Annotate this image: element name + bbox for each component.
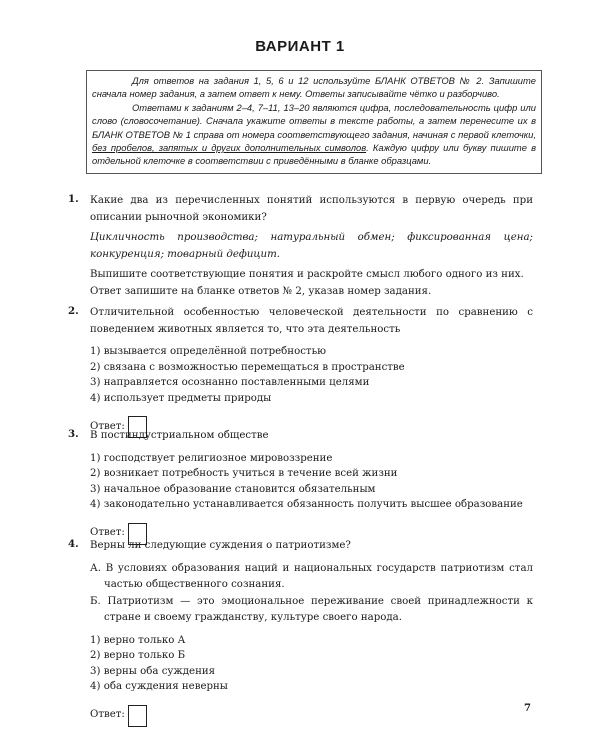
option: 4) оба суждения неверны — [90, 681, 228, 692]
option: 4) использует предметы природы — [90, 392, 272, 404]
instructions-paragraph-2 — [92, 101, 536, 168]
question-number: 1. — [68, 193, 79, 205]
instructions-text-end: . Каждую цифру или букву пишите в отдельной клеточке в соответствии с приведёнными в бланке образцами. — [92, 142, 536, 167]
option: 1) господствует религиозное мировоззрение — [90, 452, 333, 464]
question-1 — [68, 193, 533, 304]
option: 3) направляется осознанно поставленными целями — [90, 377, 370, 388]
option: 2) связана с возможностью перемещаться в пространстве — [90, 361, 405, 373]
question-text: В постиндустриальном обществе — [90, 430, 269, 441]
instructions-text: Ответами к заданиям 2–4, 7–11, 13–20 являются цифра, последовательность цифр или слово (словосочетание). Сначала укажите ответы в тексте работы, а затем перенесите их в БЛАНК ОТВЕТОВ № 1 справа от номера соответствующего задания, начиная с первой клеточки, — [92, 101, 536, 140]
question-task: Выпишите соответствующие понятия и раскройте смысл любого одного из них. — [90, 269, 524, 280]
question-terms: Цикличность производства; натуральный обмен; фиксированная цена; конкуренция; товарный дефицит. — [90, 232, 533, 260]
option: 4) законодательно устанавливается обязанность получить высшее образование — [90, 499, 523, 510]
instructions-underlined: без пробелов, запятых и других дополнительных символов — [92, 142, 367, 154]
question-number: 4. — [68, 538, 79, 550]
question-3 — [68, 428, 533, 545]
answer-label: Ответ: — [90, 527, 125, 539]
statement-a: А. В условиях образования наций и национальных государств патриотизм стал частью общественного сознания. — [90, 562, 533, 590]
instructions-box — [86, 70, 542, 174]
page-title: ВАРИАНТ 1 — [255, 38, 345, 55]
page-number: 7 — [524, 703, 531, 714]
instructions-paragraph-1: Для ответов на задания 1, 5, 6 и 12 используйте БЛАНК ОТВЕТОВ № 2. Запишите сначала номер задания, а затем ответ к нему. Ответы записывайте чётко и разборчиво. — [92, 75, 536, 100]
question-number: 2. — [68, 305, 79, 317]
question-2 — [68, 305, 533, 438]
question-task: Ответ запишите на бланке ответов № 2, указав номер задания. — [90, 285, 432, 297]
question-text: Верны ли следующие суждения о патриотизме? — [90, 540, 351, 551]
option: 1) верно только А — [90, 634, 186, 646]
answer-label: Ответ: — [90, 709, 125, 721]
question-text: Какие два из перечисленных понятий используются в первую очередь при описании рыночной экономики? — [90, 195, 533, 223]
question-number: 3. — [68, 428, 79, 440]
answer-label: Ответ: — [90, 420, 125, 432]
answer-box[interactable] — [128, 705, 147, 727]
option: 2) верно только Б — [90, 650, 186, 661]
statement-b: Б. Патриотизм — это эмоциональное переживание своей принадлежности к стране и своему гражданству, культуре своего народа. — [90, 595, 533, 623]
question-text: Отличительной особенностью человеческой деятельности по сравнению с поведением животных является то, что эта деятельность — [90, 307, 533, 335]
option: 3) верны оба суждения — [90, 665, 216, 677]
option: 3) начальное образование становится обязательным — [90, 483, 376, 495]
question-4 — [68, 538, 533, 727]
option: 2) возникает потребность учиться в течение всей жизни — [90, 468, 398, 479]
option: 1) вызывается определённой потребностью — [90, 346, 326, 357]
